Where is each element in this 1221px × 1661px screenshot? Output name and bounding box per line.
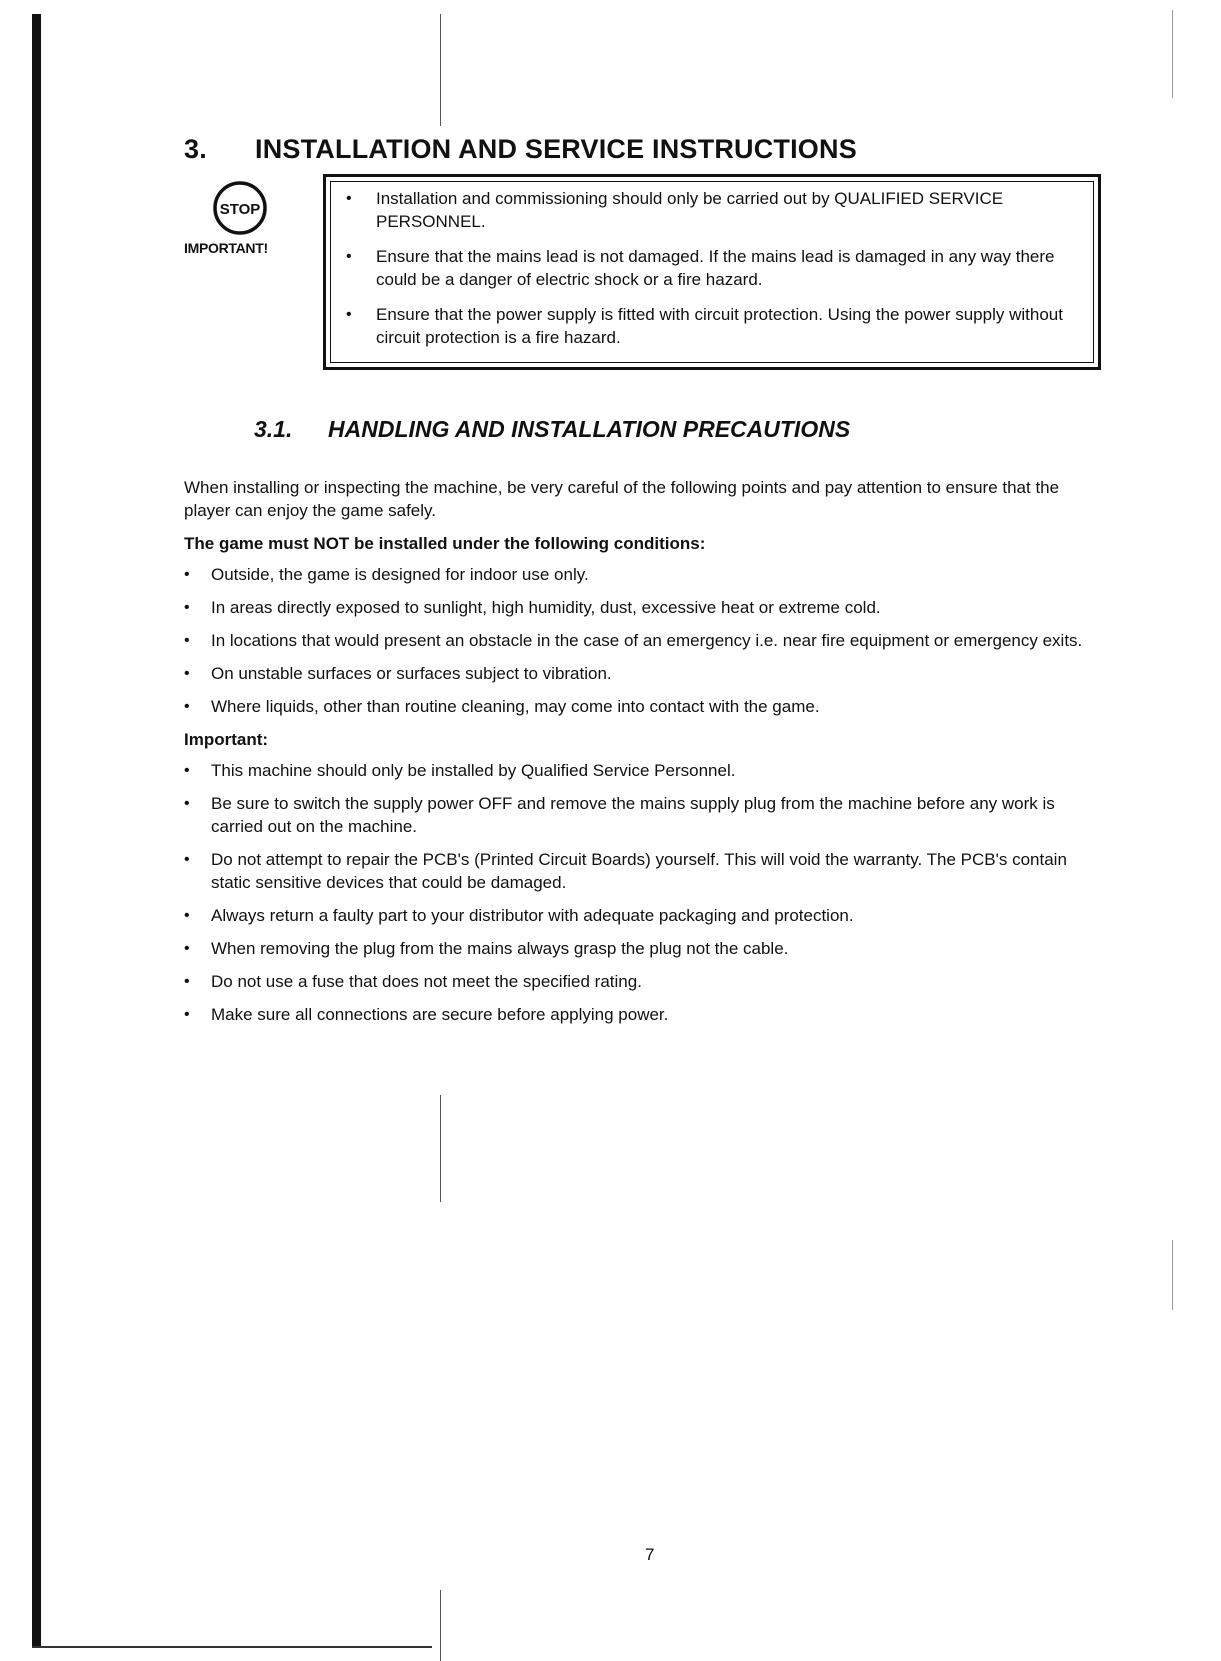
warning-item: • Ensure that the mains lead is not damaged. If the mains lead is damaged in any way there could be a danger of electric shock or a fire hazard. xyxy=(340,245,1084,291)
list-item: • Always return a faulty part to your distributor with adequate packaging and protection. xyxy=(184,904,1104,927)
stop-sign-text: STOP xyxy=(219,201,261,218)
list-item: • On unstable surfaces or surfaces subject to vibration. xyxy=(184,662,1104,685)
list-item: • In areas directly exposed to sunlight, high humidity, dust, excessive heat or extreme cold. xyxy=(184,596,1104,619)
list-item: • Do not use a fuse that does not meet the specified rating. xyxy=(184,970,1104,993)
scan-bottom-line xyxy=(32,1646,432,1648)
scan-right-edge xyxy=(1172,1240,1173,1310)
conditions-heading: The game must NOT be installed under the following conditions: xyxy=(184,534,706,553)
intro-paragraph: When installing or inspecting the machine, be very careful of the following points and pay attention to ensure that the player can enjoy the game safely. xyxy=(184,478,1060,520)
important-caption: IMPORTANT! xyxy=(184,240,268,256)
list-item: • Be sure to switch the supply power OFF and remove the mains supply plug from the machine before any work is carried out on the machine. xyxy=(184,792,1104,838)
main-content xyxy=(184,476,1104,1036)
warning-list xyxy=(326,177,1098,349)
scan-fold-line xyxy=(440,1095,441,1202)
stop-notice xyxy=(184,180,300,256)
warning-item: • Installation and commissioning should only be carried out by QUALIFIED SERVICE PERSONNEL. xyxy=(340,187,1084,233)
scan-fold-line xyxy=(440,1590,441,1661)
list-item: • Do not attempt to repair the PCB's (Printed Circuit Boards) yourself. This will void the warranty. The PCB's contain static sensitive devices that could be damaged. xyxy=(184,848,1104,894)
list-item: • Make sure all connections are secure before applying power. xyxy=(184,1003,1104,1026)
important-heading: Important: xyxy=(184,730,269,749)
subsection-number: 3.1. xyxy=(254,416,293,442)
important-list xyxy=(184,759,1104,1026)
list-item: • This machine should only be installed by Qualified Service Personnel. xyxy=(184,759,1104,782)
scan-fold-line xyxy=(440,14,441,126)
section-heading xyxy=(184,134,857,165)
subsection-heading xyxy=(254,416,850,443)
list-item: • In locations that would present an obstacle in the case of an emergency i.e. near fire equipment or emergency exits. xyxy=(184,629,1104,652)
stop-sign-icon xyxy=(212,180,268,236)
list-item: • Outside, the game is designed for indoor use only. xyxy=(184,563,1104,586)
warning-item: • Ensure that the power supply is fitted with circuit protection. Using the power supply without circuit protection is a fire hazard. xyxy=(340,303,1084,349)
subsection-title: HANDLING AND INSTALLATION PRECAUTIONS xyxy=(328,416,851,442)
scan-right-edge xyxy=(1172,10,1173,98)
warning-box xyxy=(323,174,1101,370)
scan-edge-bar xyxy=(32,14,41,1646)
list-item: • Where liquids, other than routine cleaning, may come into contact with the game. xyxy=(184,695,1104,718)
page-number: 7 xyxy=(645,1545,655,1564)
section-number: 3. xyxy=(184,134,207,164)
list-item: • When removing the plug from the mains always grasp the plug not the cable. xyxy=(184,937,1104,960)
section-title: INSTALLATION AND SERVICE INSTRUCTIONS xyxy=(255,134,857,164)
conditions-list xyxy=(184,563,1104,718)
